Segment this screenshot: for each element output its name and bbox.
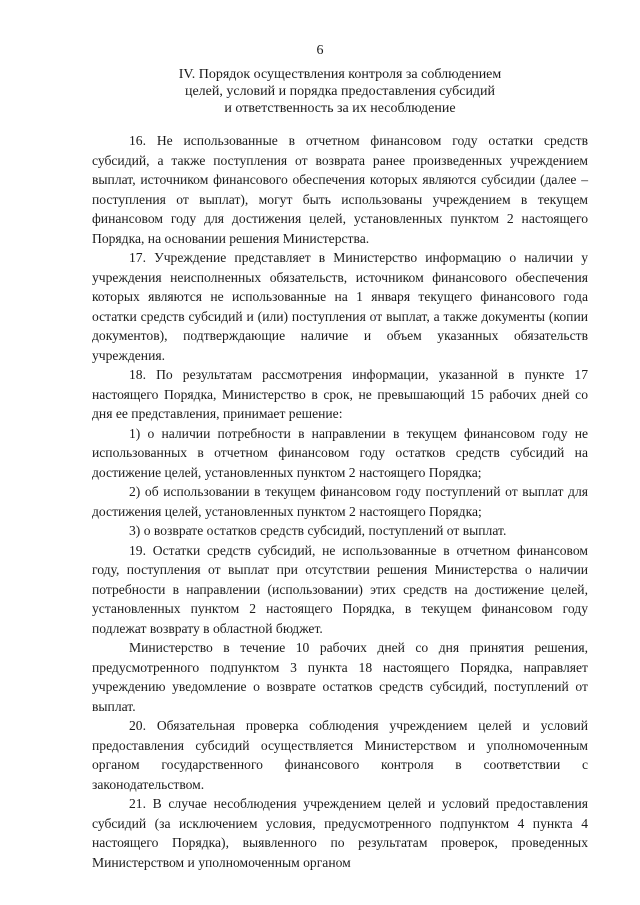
section-heading	[90, 66, 590, 117]
paragraph-18-item-3: 3) о возврате остатков средств субсидий, поступлений от выплат.	[129, 523, 507, 538]
heading-line: IV. Порядок осуществления контроля за соблюдением	[178, 67, 502, 82]
paragraph-18-item-2: 2) об использовании в текущем финансовом году поступлений от выплат для достижения целей, установленных пунктом 2 настоящего Порядка;	[92, 484, 588, 519]
paragraph-18-item-1: 1) о наличии потребности в направлении в текущем финансовом году не использованных в отчетном финансовом году остатков средств субсидий на достижение целей, установленных пунктом 2 настоящего Порядка;	[92, 425, 588, 480]
paragraph-17: 17. Учреждение представляет в Министерство информацию о наличии у учреждения неисполненных обязательств, источником финансового обеспечения которых являются не использованные на 1 января текущего финансового года остатки средств субсидий и (или) поступления от выплат, а также документы (копии документов), подтверждающие наличие и объем указанных обязательств учреждения.	[92, 250, 588, 363]
document-body	[92, 131, 588, 872]
paragraph-20: 20. Обязательная проверка соблюдения учреждением целей и условий предоставления субсидий осуществляется Министерством и уполномоченным органом государственного финансового контроля в соответствии с законодательством.	[92, 718, 588, 792]
heading-line: целей, условий и порядка предоставления субсидий	[184, 84, 496, 99]
paragraph-19-continued: Министерство в течение 10 рабочих дней со дня принятия решения, предусмотренного подпунктом 3 пункта 18 настоящего Порядка, направляет учреждению уведомление о возврате остатков средств субсидий, поступлений от выплат.	[92, 640, 588, 714]
paragraph-21: 21. В случае несоблюдения учреждением целей и условий предоставления субсидий (за исключением условия, предусмотренного подпунктом 4 пункта 4 настоящего Порядка), выявленного по результатам проверок, проведенных Министерством и уполномоченным органом	[92, 796, 588, 870]
paragraph-16: 16. Не использованные в отчетном финансовом году остатки средств субсидий, а также поступления от возврата ранее произведенных учреждением выплат, источником финансового обеспечения которых являются субсидии (далее – поступления от выплат), могут быть использованы учреждением в текущем финансовом году для достижения целей, установленных пунктом 2 настоящего Порядка, на основании решения Министерства.	[92, 133, 588, 246]
paragraph-18: 18. По результатам рассмотрения информации, указанной в пункте 17 настоящего Порядка, Министерство в срок, не превышающий 15 рабочих дней со дня ее представления, принимает решение:	[92, 367, 588, 421]
heading-line: и ответственность за их несоблюдение	[224, 101, 456, 116]
page-number: 6	[316, 43, 324, 58]
paragraph-19: 19. Остатки средств субсидий, не использованные в отчетном финансовом году, поступления от выплат при отсутствии решения Министерства о наличии потребности в направлении (использовании) этих средств на достижение целей, установленных пунктом 2 настоящего Порядка, в текущем финансовом году подлежат возврату в областной бюджет.	[92, 542, 588, 636]
